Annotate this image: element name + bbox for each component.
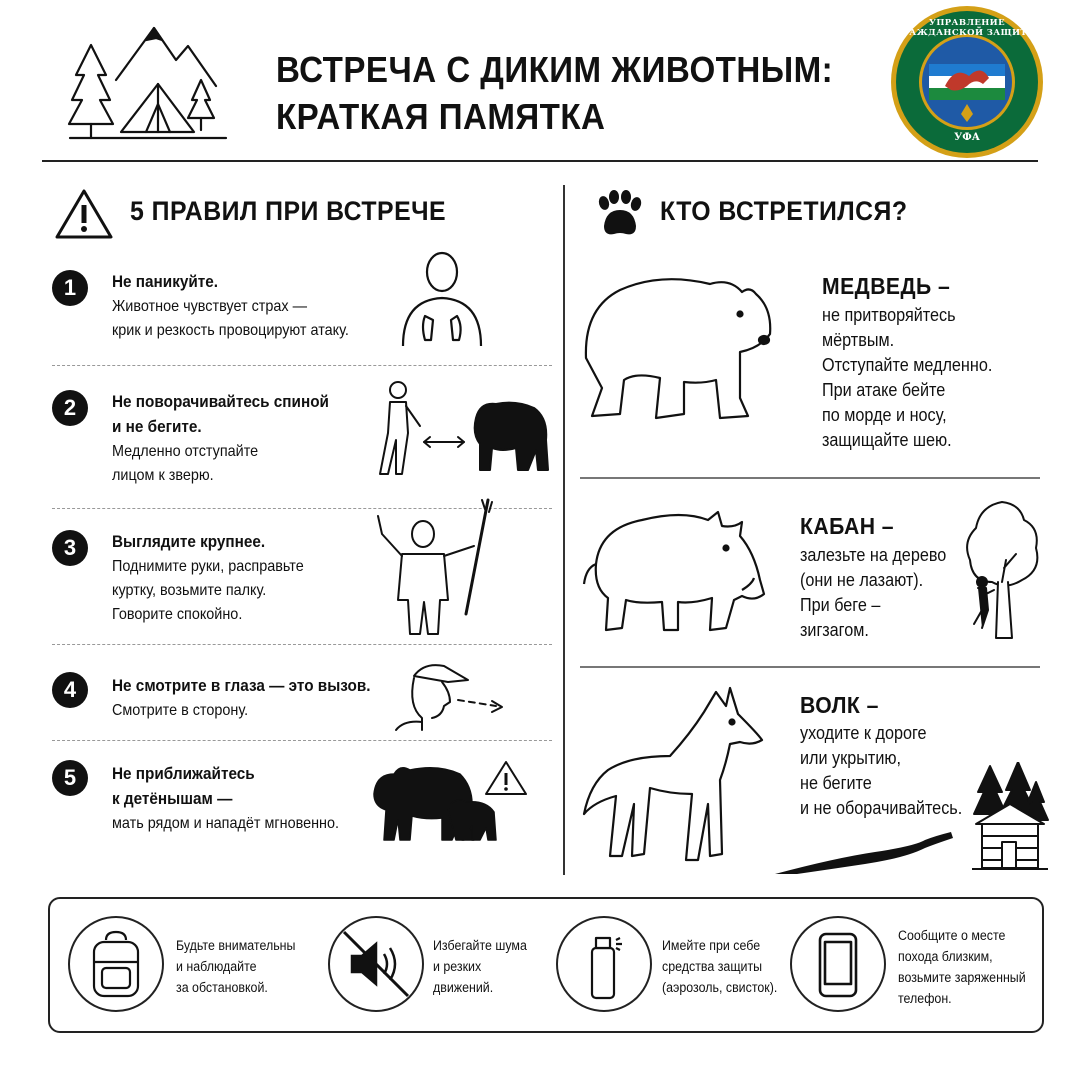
- cabin-illustration: [970, 762, 1050, 874]
- boar-illustration: [582, 508, 772, 636]
- rule-1-title: Не паникуйте.: [112, 272, 219, 291]
- emblem-top-text: УПРАВЛЕНИЕ ГРАЖДАНСКОЙ ЗАЩИТЫ: [896, 18, 1038, 38]
- rule-2-number: 2: [52, 390, 88, 426]
- rule-divider-3: [52, 644, 552, 645]
- rule-4-line-1: Смотрите в сторону.: [112, 702, 249, 719]
- paw-icon: [592, 190, 644, 238]
- boar-advice-line: зигзагом.: [800, 620, 869, 640]
- tip-4-line: телефон.: [898, 991, 952, 1006]
- animal-divider-1: [580, 477, 1040, 479]
- wolf-advice-line: и не оборачивайтесь.: [800, 798, 963, 818]
- rule-3-line-1: Поднимите руки, расправьте: [112, 558, 304, 575]
- boar-advice-line: залезьте на дерево: [800, 545, 947, 565]
- rules-heading: 5 ПРАВИЛ ПРИ ВСТРЕЧЕ: [130, 196, 447, 226]
- tip-4-line: Сообщите о месте: [898, 928, 1006, 943]
- bear-illustration: [580, 268, 780, 428]
- tip-1-line: и наблюдайте: [176, 959, 257, 974]
- boar-advice-line: (они не лазают).: [800, 570, 924, 590]
- rule-2-title: Не поворачивайтесь спиной: [112, 392, 329, 411]
- boar-advice-line: При беге –: [800, 595, 881, 615]
- animal-divider-2: [580, 666, 1040, 668]
- retreating-person-illustration: [358, 378, 553, 478]
- bear-with-cub-illustration: [368, 760, 543, 850]
- rule-1-line-2: крик и резкость провоцируют атаку.: [112, 322, 349, 339]
- calm-person-illustration: [395, 248, 490, 348]
- bear-advice-line: Отступайте медленно.: [822, 355, 993, 375]
- wolf-name: ВОЛК –: [800, 692, 879, 718]
- camping-illustration: [66, 20, 231, 145]
- wolf-advice: [800, 721, 962, 821]
- rule-1-text: [112, 270, 349, 343]
- rule-2-text: [112, 390, 329, 488]
- phone-icon: [792, 918, 884, 1010]
- bear-advice-line: мёртвым.: [822, 330, 895, 350]
- rule-5-title: Не приближайтесь: [112, 764, 255, 783]
- animals-heading: КТО ВСТРЕТИЛСЯ?: [660, 196, 908, 226]
- rule-5-text: [112, 762, 339, 836]
- rule-2-line-2: лицом к зверю.: [112, 467, 214, 484]
- rule-1-line-1: Животное чувствует страх —: [112, 298, 307, 315]
- rule-3-line-3: Говорите спокойно.: [112, 606, 243, 623]
- bear-advice-line: по морде и носу,: [822, 405, 947, 425]
- bear-advice-line: При атаке бейте: [822, 380, 946, 400]
- bear-advice-line: не притворяйтесь: [822, 305, 956, 325]
- bear-advice-line: защищайте шею.: [822, 430, 952, 450]
- tip-4: [898, 925, 1026, 1009]
- page-title: [276, 46, 833, 140]
- rule-divider-1: [52, 365, 552, 366]
- wolf-advice-line: или укрытию,: [800, 748, 902, 768]
- tip-1-line: за обстановкой.: [176, 980, 268, 995]
- rule-5-line-1: мать рядом и нападёт мгновенно.: [112, 815, 339, 832]
- tip-4-line: похода близким,: [898, 949, 993, 964]
- tip-2-line: и резких: [433, 959, 482, 974]
- rule-5-number: 5: [52, 760, 88, 796]
- rule-2-line-1: Медленно отступайте: [112, 443, 259, 460]
- tip-2: [433, 935, 527, 998]
- rule-4-text: [112, 674, 371, 723]
- averted-gaze-illustration: [392, 658, 517, 733]
- wolf-advice-line: не бегите: [800, 773, 872, 793]
- bear-advice: [822, 303, 992, 453]
- tip-2-line: Избегайте шума: [433, 938, 527, 953]
- rule-divider-4: [52, 740, 552, 741]
- rule-3-line-2: куртку, возьмите палку.: [112, 582, 267, 599]
- person-with-stick-illustration: [368, 496, 498, 636]
- rule-3-number: 3: [52, 530, 88, 566]
- tip-1: [176, 935, 295, 998]
- road-illustration: [775, 828, 955, 876]
- rule-3-text: [112, 530, 304, 627]
- spray-can-icon: [558, 918, 650, 1010]
- tip-3: [662, 935, 777, 998]
- tip-icon-circle-3: [556, 916, 652, 1012]
- person-climbing-tree-illustration: [962, 498, 1042, 642]
- rule-5-title-2: к детёнышам —: [112, 789, 233, 808]
- tip-1-line: Будьте внимательны: [176, 938, 296, 953]
- emblem-bottom-text: УФА: [954, 132, 980, 143]
- tip-icon-circle-4: [790, 916, 886, 1012]
- boar-name: КАБАН –: [800, 513, 895, 539]
- tip-icon-circle-2: [328, 916, 424, 1012]
- backpack-icon: [70, 918, 162, 1010]
- rule-2-title-2: и не бегите.: [112, 417, 202, 436]
- tip-4-line: возьмите заряженный: [898, 970, 1026, 985]
- no-sound-icon: [330, 918, 422, 1010]
- tip-icon-circle-1: [68, 916, 164, 1012]
- rule-4-title: Не смотрите в глаза — это вызов.: [112, 676, 371, 695]
- tip-3-line: средства защиты: [662, 959, 763, 974]
- wolf-illustration: [580, 684, 770, 874]
- tip-2-line: движений.: [433, 980, 494, 995]
- title-line-2: КРАТКАЯ ПАМЯТКА: [276, 96, 606, 137]
- title-line-1: ВСТРЕЧА С ДИКИМ ЖИВОТНЫМ:: [276, 49, 834, 90]
- rule-3-title: Выглядите крупнее.: [112, 532, 266, 551]
- header-divider: [42, 160, 1038, 162]
- wolf-advice-line: уходите к дороге: [800, 723, 927, 743]
- tip-3-line: Имейте при себе: [662, 938, 761, 953]
- rule-4-number: 4: [52, 672, 88, 708]
- warning-icon: [54, 188, 114, 240]
- civil-defense-emblem: [889, 4, 1045, 160]
- bear-name: МЕДВЕДЬ –: [822, 273, 951, 299]
- tip-3-line: (аэрозоль, свисток).: [662, 980, 778, 995]
- boar-advice: [800, 543, 946, 643]
- section-divider: [563, 185, 565, 875]
- rule-1-number: 1: [52, 270, 88, 306]
